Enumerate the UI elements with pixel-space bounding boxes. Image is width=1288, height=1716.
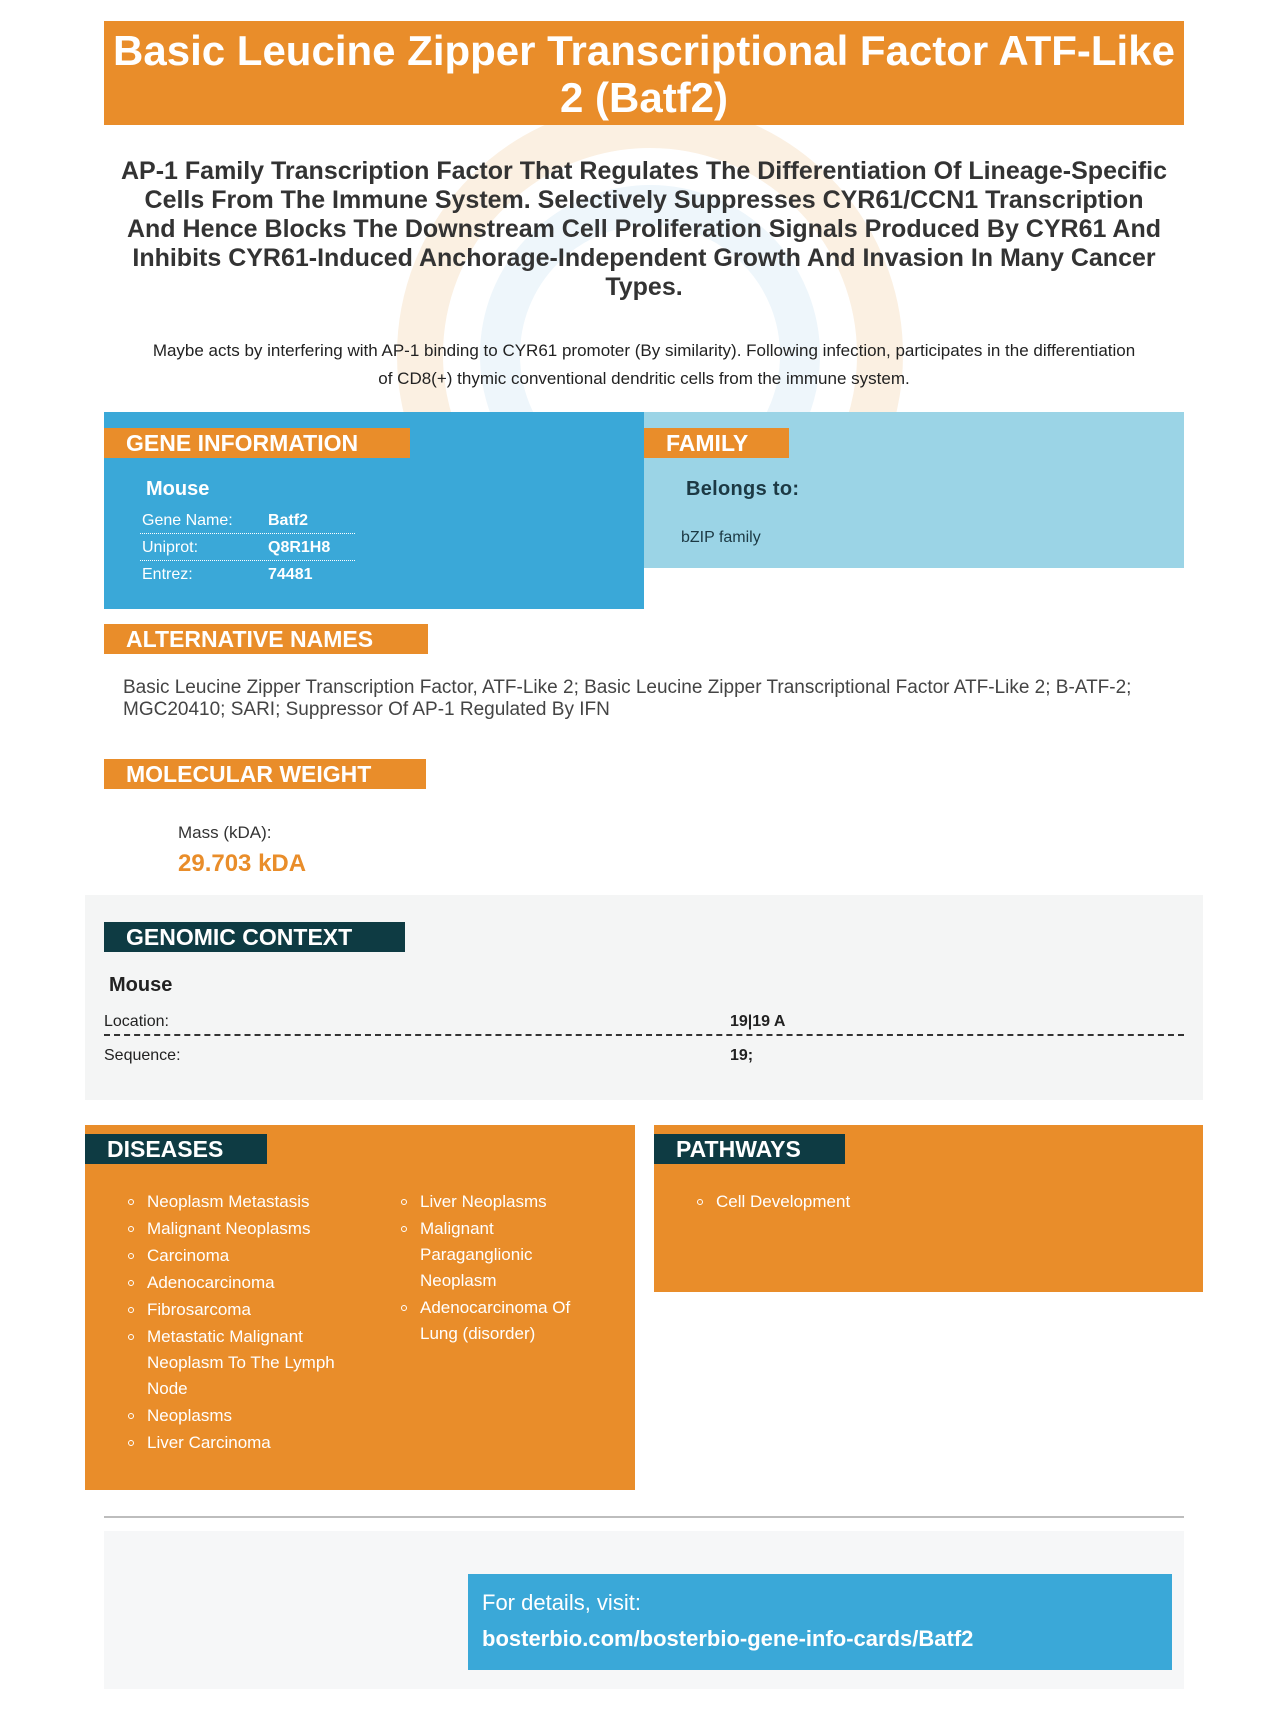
location-value: 19|19 A bbox=[730, 1013, 786, 1030]
sequence-row bbox=[104, 1042, 1184, 1070]
list-item: Fibrosarcoma bbox=[127, 1297, 357, 1323]
list-item: Metastatic Malignant Neoplasm To The Lymph Node bbox=[127, 1324, 357, 1402]
details-url-link[interactable]: bosterbio.com/bosterbio-gene-info-cards/Batf2 bbox=[482, 1626, 974, 1651]
alternative-names-text: Basic Leucine Zipper Transcription Factor, ATF-Like 2; Basic Leucine Zipper Transcriptional Factor ATF-Like 2; B-ATF-2; MGC20410; SARI; Suppressor Of AP-1 Regulated By IFN bbox=[123, 677, 1132, 720]
gene-name-label: Gene Name: bbox=[142, 512, 233, 529]
list-item: Malignant Neoplasms bbox=[127, 1216, 357, 1242]
gene-name-row bbox=[140, 508, 355, 534]
list-item: Liver Carcinoma bbox=[127, 1430, 357, 1456]
genomic-context-heading: GENOMIC CONTEXT bbox=[104, 922, 405, 952]
diseases-heading: DISEASES bbox=[85, 1134, 267, 1164]
list-item: Adenocarcinoma Of Lung (disorder) bbox=[400, 1295, 600, 1347]
alternative-names-heading: ALTERNATIVE NAMES bbox=[104, 624, 428, 654]
diseases-list-column-1 bbox=[127, 1189, 357, 1457]
page-title: Basic Leucine Zipper Transcriptional Factor ATF-Like 2 (Batf2) bbox=[104, 21, 1184, 125]
list-item: Carcinoma bbox=[127, 1243, 357, 1269]
gene-name-value: Batf2 bbox=[268, 512, 309, 529]
details-link-box[interactable] bbox=[468, 1574, 1172, 1670]
location-row bbox=[104, 1008, 1184, 1036]
uniprot-row bbox=[140, 535, 355, 561]
mass-label: Mass (kDA): bbox=[178, 823, 272, 842]
list-item: Neoplasms bbox=[127, 1403, 357, 1429]
list-item: Cell Development bbox=[696, 1189, 996, 1215]
family-value: bZIP family bbox=[681, 529, 761, 546]
gene-species: Mouse bbox=[146, 478, 210, 500]
uniprot-label: Uniprot: bbox=[142, 539, 199, 556]
diseases-list-column-2 bbox=[400, 1189, 600, 1348]
entrez-row bbox=[140, 562, 355, 588]
sequence-label: Sequence: bbox=[104, 1047, 181, 1064]
function-description: Maybe acts by interfering with AP-1 binding to CYR61 promoter (By similarity). Following infection, participates in the differentiation of CD8(+) thymic conventional dendritic cells from the immune system. bbox=[152, 341, 1136, 388]
molecular-weight-heading: MOLECULAR WEIGHT bbox=[104, 759, 426, 789]
entrez-label: Entrez: bbox=[142, 566, 193, 583]
uniprot-value: Q8R1H8 bbox=[268, 539, 331, 556]
protein-summary: AP-1 Family Transcription Factor That Regulates The Differentiation Of Lineage-Specific Cells From The Immune System. Selectively Suppresses CYR61/CCN1 Transcription And Hence Blocks The Downstream Cell Proliferation Signals Produced By CYR61 And Inhibits CYR61-Induced Anchorage-Independent Growth And Invasion In Many Cancer Types. bbox=[120, 157, 1168, 301]
gene-information-heading: GENE INFORMATION bbox=[104, 428, 410, 458]
list-item: Neoplasm Metastasis bbox=[127, 1189, 357, 1215]
pathways-heading: PATHWAYS bbox=[654, 1134, 845, 1164]
list-item: Malignant Paraganglionic Neoplasm bbox=[400, 1216, 600, 1294]
mass-value: 29.703 kDA bbox=[178, 850, 307, 877]
pathways-list bbox=[696, 1189, 996, 1216]
family-heading: FAMILY bbox=[644, 428, 789, 458]
divider bbox=[104, 1516, 1184, 1518]
sequence-value: 19; bbox=[730, 1047, 754, 1064]
family-belongs-label: Belongs to: bbox=[686, 478, 800, 500]
list-item: Adenocarcinoma bbox=[127, 1270, 357, 1296]
genomic-species: Mouse bbox=[109, 974, 173, 996]
location-label: Location: bbox=[104, 1013, 169, 1030]
entrez-value: 74481 bbox=[268, 566, 313, 583]
list-item: Liver Neoplasms bbox=[400, 1189, 600, 1215]
details-prompt: For details, visit: bbox=[482, 1590, 641, 1615]
